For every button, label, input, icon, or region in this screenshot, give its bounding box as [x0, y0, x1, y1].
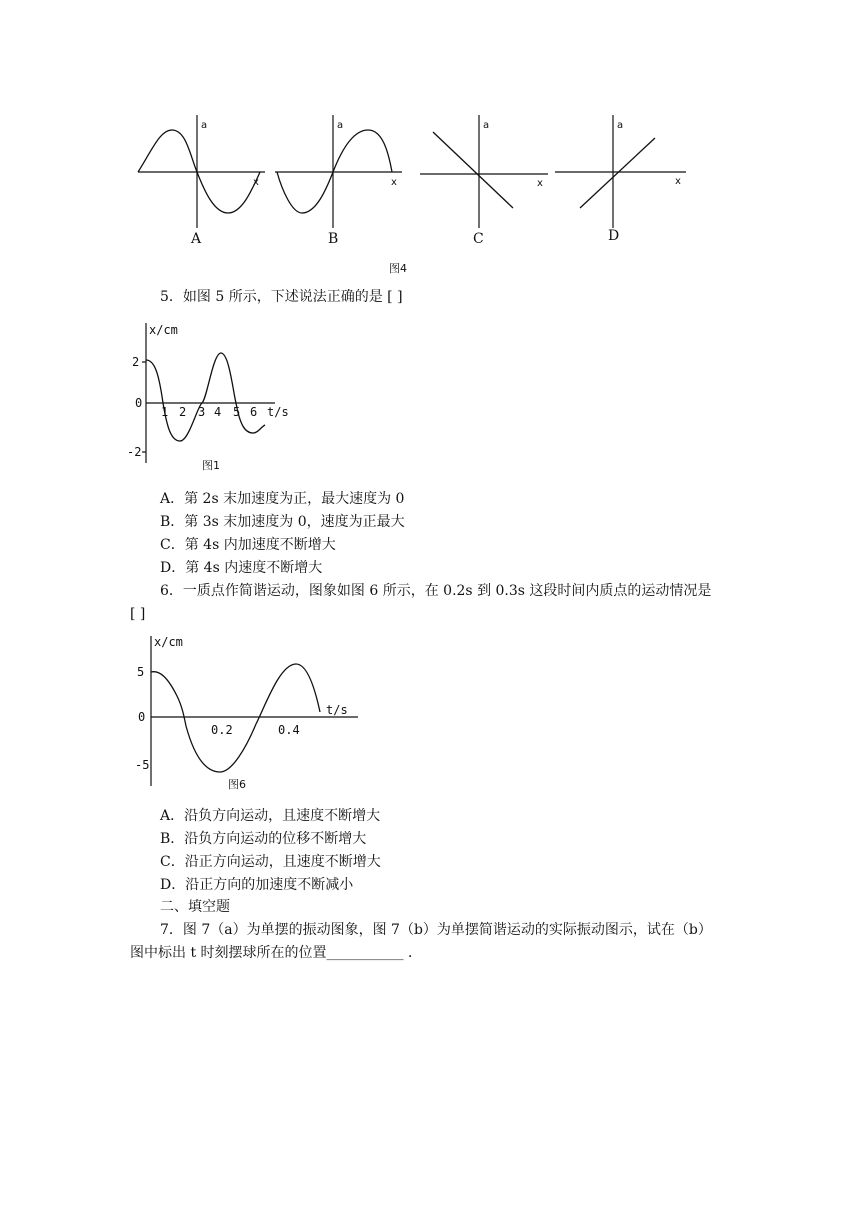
q5-xtick-6: 6 — [250, 405, 258, 419]
fig4-b-label: B — [328, 231, 339, 247]
q5-xlabel: t/s — [267, 405, 289, 419]
q6-stem-line1: 6．一质点作简谐运动，图象如图 6 所示，在 0.2s 到 0.3s 这段时间内质点的运动情况是 — [160, 583, 712, 599]
q6-graph — [130, 628, 370, 798]
fig4-c-label: C — [473, 231, 484, 247]
fig4-panel-a — [138, 115, 265, 247]
q6-option-d: D．沿正方向的加速度不断减小 — [160, 877, 354, 893]
q5-option-b: B．第 3s 末加速度为 0，速度为正最大 — [160, 514, 405, 530]
q5-xtick-1: 1 — [161, 405, 169, 419]
q6-xlabel: t/s — [326, 703, 348, 717]
fig4-c-xlabel: x — [537, 178, 543, 189]
fig4-c-ylabel: a — [483, 120, 490, 131]
fig4-caption: 图4 — [389, 262, 407, 275]
q6-caption: 图6 — [228, 778, 246, 791]
q5-xtick-4: 4 — [214, 405, 222, 419]
fig4-d-ylabel: a — [617, 120, 624, 131]
q6-option-c: C．沿正方向运动，且速度不断增大 — [160, 854, 381, 870]
q5-ytick-2: 2 — [132, 355, 140, 369]
q6-xtick-02: 0.2 — [211, 723, 233, 737]
fig4-b-ylabel: a — [337, 120, 344, 131]
q6-ytick-5: 5 — [137, 665, 145, 679]
figure-4 — [130, 110, 700, 280]
fig4-a-label: A — [191, 231, 202, 247]
q5-ytick-0: 0 — [135, 396, 143, 410]
fig4-a-ylabel: a — [201, 120, 208, 131]
fig4-panel-d — [555, 115, 686, 244]
fig4-a-xlabel: x — [253, 177, 259, 188]
fig4-d-label: D — [608, 228, 620, 244]
q5-option-c: C．第 4s 内加速度不断增大 — [160, 537, 336, 553]
q7-line1: 7．图 7（a）为单摆的振动图象，图 7（b）为单摆简谐运动的实际振动图示，试在（b） — [160, 922, 712, 938]
q5-xtick-3: 3 — [198, 405, 206, 419]
section2-heading: 二、填空题 — [160, 899, 230, 915]
q6-ytick-0: 0 — [138, 710, 146, 724]
q6-option-b: B．沿负方向运动的位移不断增大 — [160, 831, 367, 847]
fig4-panel-c — [420, 115, 548, 247]
q5-caption: 图1 — [202, 459, 220, 472]
q6-xtick-04: 0.4 — [278, 723, 300, 737]
q7-line2: 图中标出 t 时刻摆球所在的位置___________ ． — [130, 945, 422, 961]
q6-stem-line2: [ ] — [130, 606, 146, 622]
q6-ylabel: x/cm — [154, 635, 183, 649]
q5-xtick-2: 2 — [179, 405, 187, 419]
q5-ytick-neg2: -2 — [127, 445, 142, 459]
q5-option-a: A．第 2s 末加速度为正，最大速度为 0 — [160, 491, 405, 507]
fig4-b-xlabel: x — [391, 177, 397, 188]
fig4-panel-b — [275, 115, 402, 247]
q6-option-a: A．沿负方向运动，且速度不断增大 — [160, 808, 381, 824]
q5-option-d: D．第 4s 内速度不断增大 — [160, 560, 323, 576]
q5-xtick-5: 5 — [233, 405, 241, 419]
q6-ytick-neg5: -5 — [135, 758, 150, 772]
fig4-d-xlabel: x — [675, 176, 681, 187]
q5-stem: 5．如图 5 所示，下述说法正确的是 [ ] — [160, 289, 403, 305]
q5-graph — [125, 315, 295, 475]
q5-ylabel: x/cm — [149, 323, 178, 337]
